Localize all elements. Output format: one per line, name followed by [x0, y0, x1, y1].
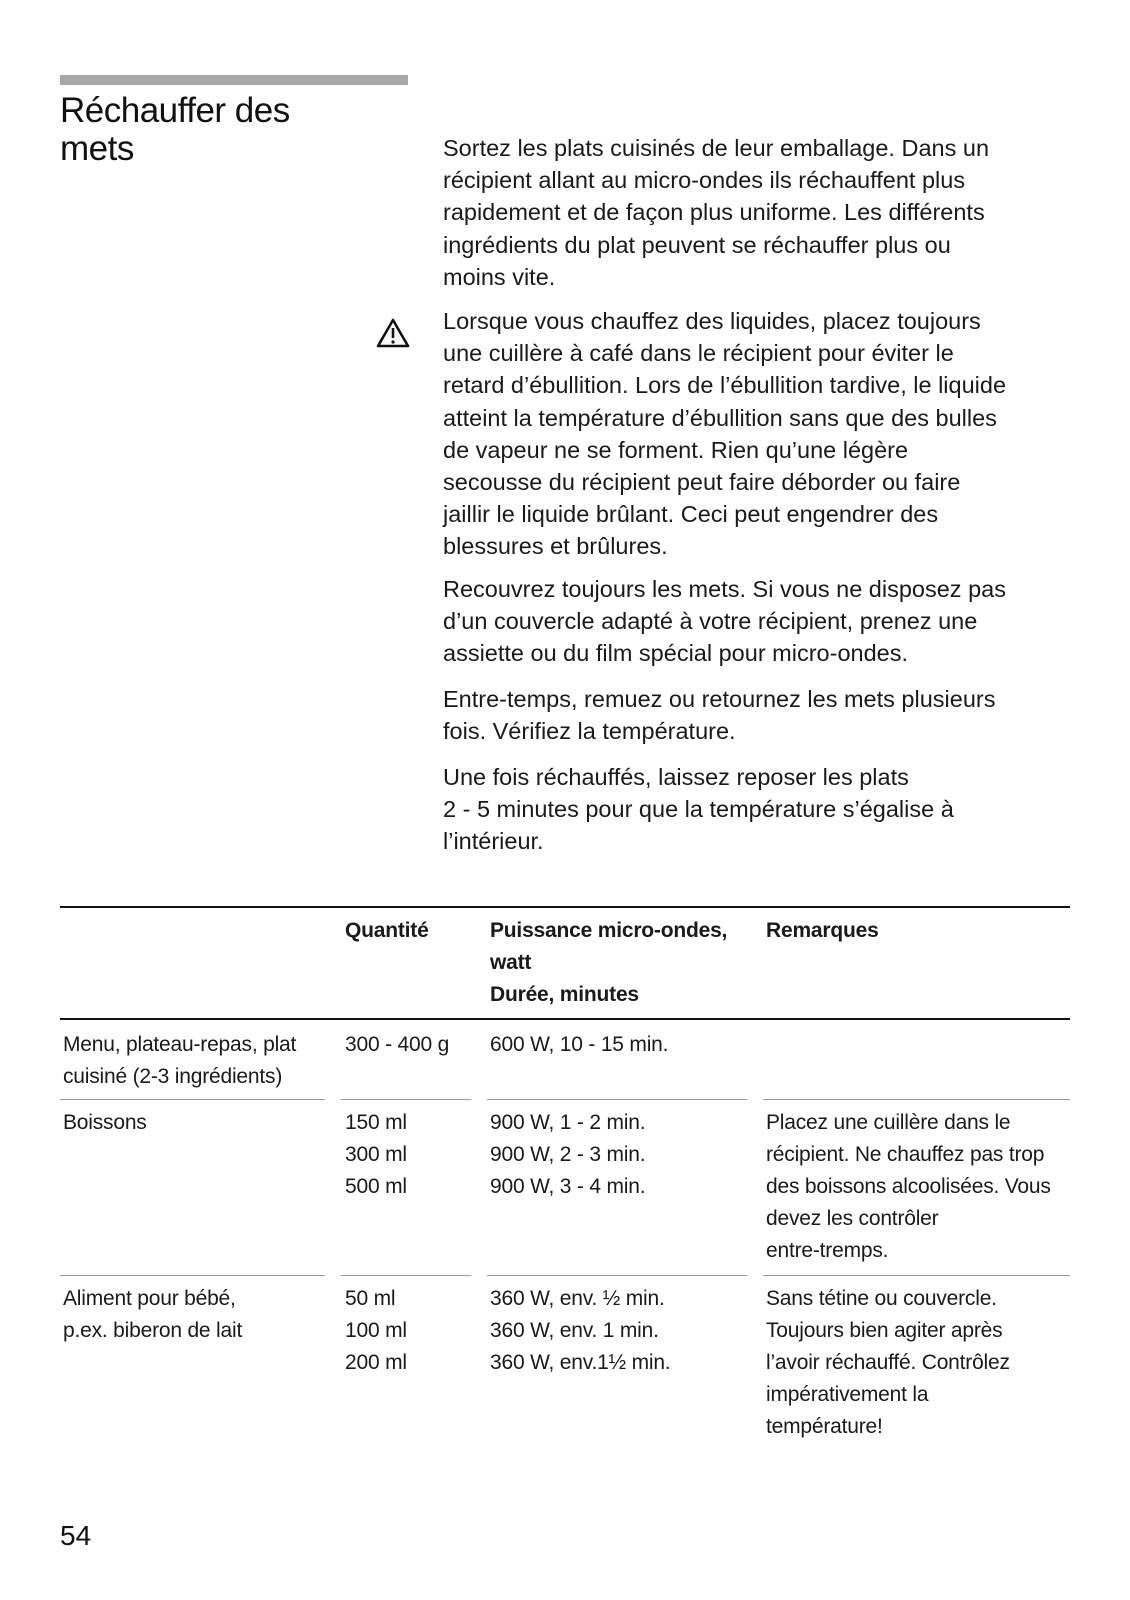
- page-title: Réchauffer des mets: [60, 91, 290, 168]
- row-power: 360 W, env. ½ min. 360 W, env. 1 min. 360 W, env.1½ min.: [490, 1287, 671, 1374]
- row-separator: [487, 1099, 747, 1100]
- header-remarks: Remarques: [766, 919, 879, 942]
- row-separator: [341, 1275, 471, 1276]
- table-top-rule: [60, 906, 1070, 908]
- row-remarks: Placez une cuillère dans le récipient. Ne chauffez pas trop des boissons alcoolisées. Vous devez les contrôler entre-tremps.: [766, 1111, 1051, 1262]
- paragraph-intro: Sortez les plats cuisinés de leur emballage. Dans un récipient allant au micro-ondes ils réchauffent plus rapidement et de façon plus uniforme. Les différents ingrédients du plat peuvent se réchauffer plus ou moins vite.: [443, 135, 990, 290]
- paragraph-rest: Une fois réchauffés, laissez reposer les plats 2 - 5 minutes pour que la température s’égalise à l’intérieur.: [443, 764, 954, 855]
- row-item: Boissons: [63, 1111, 147, 1134]
- warning-triangle-icon: [376, 318, 410, 348]
- row-separator: [60, 1275, 325, 1276]
- row-separator: [341, 1099, 471, 1100]
- paragraph-warning: Lorsque vous chauffez des liquides, placez toujours une cuillère à café dans le récipient pour éviter le retard d’ébullition. Lors de l’ébullition tardive, le liquide atteint la température d’ébullition sans que des bulles de vapeur ne se forment. Rien qu’une légère secousse du récipient peut faire déborder ou faire jaillir le liquide brûlant. Ceci peut engendrer des blessures et brûlures.: [443, 308, 1007, 560]
- section-rule: [60, 75, 408, 85]
- header-power: Puissance micro-ondes, watt Durée, minutes: [490, 919, 728, 1006]
- row-item: Menu, plateau-repas, plat cuisiné (2-3 ingrédients): [63, 1033, 297, 1088]
- row-item: Aliment pour bébé, p.ex. biberon de lait: [63, 1287, 243, 1342]
- row-power: 900 W, 1 - 2 min. 900 W, 2 - 3 min. 900 W, 3 - 4 min.: [490, 1111, 646, 1198]
- row-separator: [763, 1099, 1070, 1100]
- row-power: 600 W, 10 - 15 min.: [490, 1033, 669, 1056]
- header-quantity: Quantité: [345, 919, 429, 942]
- paragraph-stir: Entre-temps, remuez ou retournez les mets plusieurs fois. Vérifiez la température.: [443, 686, 996, 745]
- table-header-rule: [60, 1018, 1070, 1020]
- row-separator: [487, 1275, 747, 1276]
- row-quantity: 300 - 400 g: [345, 1033, 450, 1056]
- page-number: 54: [60, 1520, 92, 1551]
- row-separator: [60, 1099, 325, 1100]
- row-separator: [763, 1275, 1070, 1276]
- row-remarks: Sans tétine ou couvercle. Toujours bien agiter après l’avoir réchauffé. Contrôlez impérativement la température!: [766, 1287, 1010, 1438]
- paragraph-cover: Recouvrez toujours les mets. Si vous ne disposez pas d’un couvercle adapté à votre récipient, prenez une assiette ou du film spécial pour micro-ondes.: [443, 576, 1006, 667]
- row-quantity: 150 ml 300 ml 500 ml: [345, 1111, 407, 1198]
- row-quantity: 50 ml 100 ml 200 ml: [345, 1287, 407, 1374]
